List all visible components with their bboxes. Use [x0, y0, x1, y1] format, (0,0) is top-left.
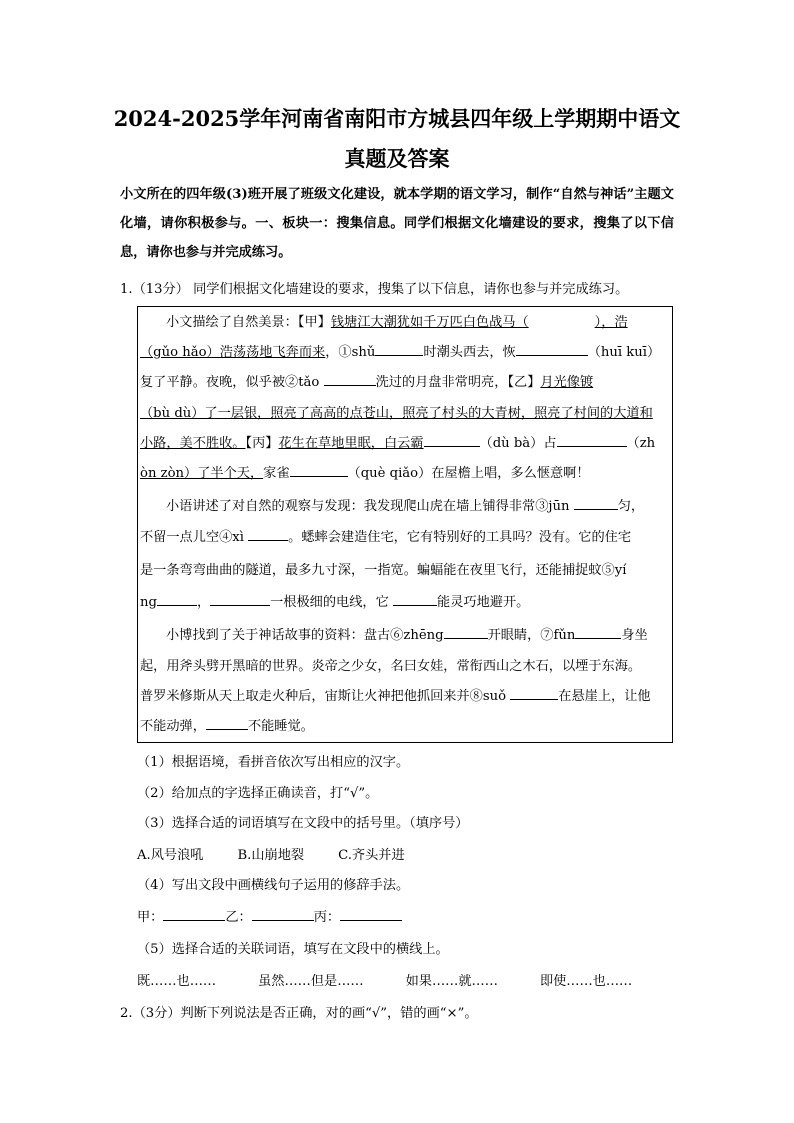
- fill-blank[interactable]: [157, 593, 197, 606]
- answer-blank-a[interactable]: [163, 908, 225, 921]
- passage-line: 起，用斧头劈开黑暗的世界。炎帝之少女，名曰女娃，常衔西山之木石，以堙于东海。: [140, 659, 642, 674]
- fill-blank[interactable]: [444, 626, 488, 639]
- fill-blank[interactable]: [575, 626, 621, 639]
- passage-line: 普罗米修斯从天上取走火种后，宙斯让火神把他抓回来并⑧suǒ 在悬崖上，让他: [140, 689, 651, 704]
- page-title-line2: 真题及答案: [344, 146, 450, 171]
- conjunction-list: [137, 972, 674, 992]
- conjunction-item: 既……也……: [137, 974, 217, 989]
- fill-blank[interactable]: [557, 434, 627, 447]
- passage-line: （gǔo hǎo）浩荡荡地飞奔而来，①shǔ 时潮头西去，恢 （huī kuī）: [140, 345, 661, 360]
- passage-line: ng ， 一根极细的电线，它 能灵巧地避开。: [140, 595, 530, 610]
- passage-line: 小文描绘了自然美景：【甲】钱塘江大潮犹如千万匹白色战马（ ），浩: [166, 315, 628, 330]
- passage-line: 不能动弹， 不能睡觉。: [140, 719, 314, 734]
- fill-blank[interactable]: [206, 717, 248, 730]
- fill-blank[interactable]: [424, 434, 480, 447]
- fill-blank[interactable]: [210, 593, 270, 606]
- option-list: [137, 846, 439, 866]
- conjunction-item: 虽然……但是……: [258, 974, 364, 989]
- option-c: C.齐头并进: [338, 848, 405, 863]
- page-title: 2024-2025学年河南省南阳市方城县四年级上学期期中语文: [113, 106, 681, 131]
- sub-question-2: （2）给加点的字选择正确读音，打“√”。: [137, 786, 379, 801]
- fill-blank[interactable]: [510, 687, 558, 700]
- passage-line: 小语讲述了对自然的观察与发现：我发现爬山虎在墙上铺得非常③jūn 匀，: [166, 499, 645, 514]
- sub-question-4: （4）写出文段中画横线句子运用的修辞手法。: [137, 878, 410, 893]
- sub-question-1: （1）根据语境，看拼音依次写出相应的汉字。: [137, 755, 410, 770]
- fill-blank[interactable]: [248, 528, 288, 541]
- fill-blank[interactable]: [324, 373, 376, 386]
- conjunction-item: 即使……也……: [539, 974, 633, 989]
- fill-blank[interactable]: [516, 343, 588, 356]
- fill-blank[interactable]: [393, 593, 437, 606]
- answer-blank-c[interactable]: [340, 908, 402, 921]
- question-2-stem: 2.（3分）判断下列说法是否正确，对的画“√”，错的画“×”。: [120, 1006, 478, 1021]
- passage-line: òn zòn）了半个天，家雀 （què qiǎo）在屋檐上唱，多么惬意啊！: [140, 466, 590, 481]
- passage-line: 复了平静。夜晚，似乎被②tǎo 洗过的月盘非常明亮，【乙】月光像镀: [140, 375, 594, 390]
- question-1-stem: 1.（13分） 同学们根据文化墙建设的要求，搜集了以下信息，请你也参与并完成练习。: [120, 282, 629, 297]
- answer-blank-b[interactable]: [252, 908, 314, 921]
- passage-line: 小路，美不胜收。【丙】花生在草地里眠，白云霸 （dù bà）占 （zh: [140, 436, 656, 451]
- passage-line: 是一条弯弯曲曲的隧道，最多九寸深，一指宽。蝙蝠能在夜里飞行，还能捕捉蚊⑤yí: [140, 563, 627, 578]
- option-b: B.山崩地裂: [237, 848, 305, 863]
- sub-question-5: （5）选择合适的关联词语，填写在文段中的横线上。: [137, 942, 449, 957]
- option-a: A.风号浪吼: [137, 848, 204, 863]
- passage-line: 小博找到了关于神话故事的资料：盘古⑥zhēng 开眼睛，⑦fǔn 身坐: [166, 628, 648, 643]
- sub-question-3: （3）选择合适的词语填写在文段中的括号里。（填序号）: [137, 816, 469, 831]
- passage-line: （bù dù）了一层银，照亮了高高的点苍山，照亮了村头的大青树，照亮了村间的大道和: [140, 406, 653, 421]
- passage-line: 不留一点儿空④xì 。蟋蟀会建造住宅，它有特别好的工具吗？没有。它的住宅: [140, 530, 632, 545]
- rhetoric-answers: 甲： 乙： 丙：: [137, 908, 402, 928]
- fill-blank[interactable]: [290, 464, 348, 477]
- fill-blank[interactable]: [574, 497, 618, 510]
- passage-box: [137, 306, 673, 743]
- fill-blank[interactable]: [375, 343, 423, 356]
- conjunction-item: 如果……就……: [405, 974, 498, 989]
- intro-paragraph: 小文所在的四年级(3)班开展了班级文化建设，就本学期的语文学习，制作“自然与神话”主题文化墙，请你积极参与。一、板块一：搜集信息。同学们根据文化墙建设的要求，搜集了以下信息，请你也参与并完成练习。: [120, 187, 674, 260]
